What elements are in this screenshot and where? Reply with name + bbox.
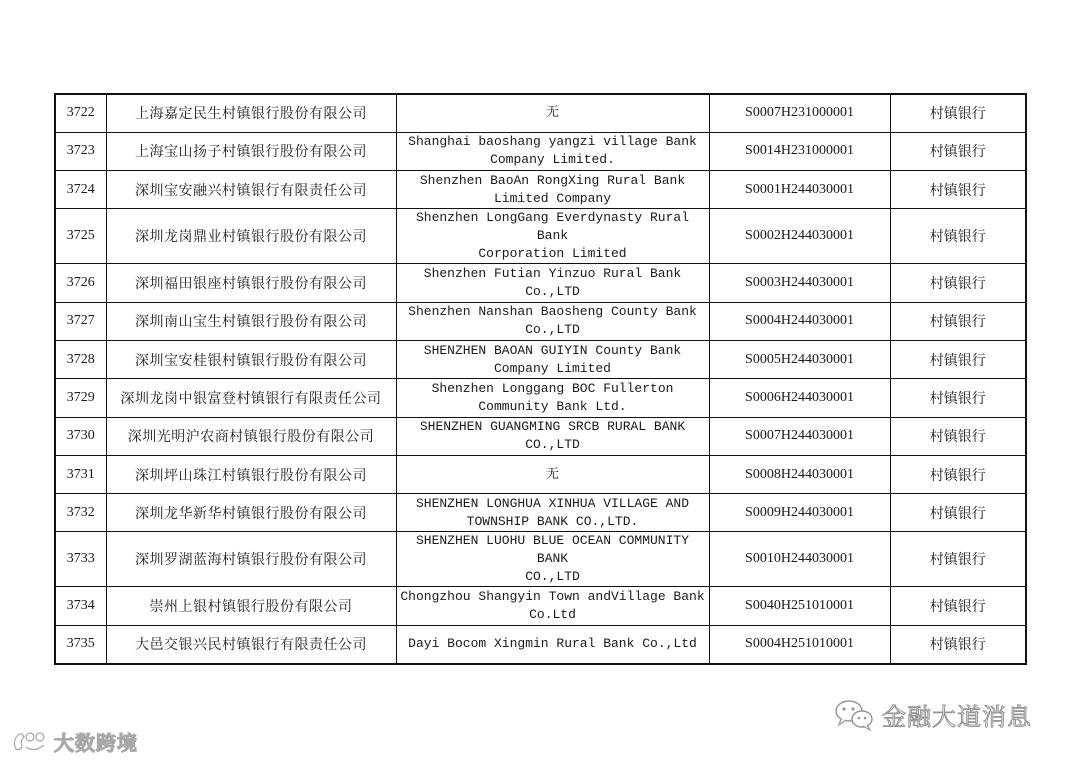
watermark-right-text: 金融大道消息 — [882, 702, 1032, 731]
cell-serial-number: 3722 — [55, 94, 106, 132]
cell-institution-type: 村镇银行 — [890, 264, 1026, 302]
watermark-dashujk — [10, 727, 138, 756]
cell-serial-number: 3724 — [55, 171, 106, 209]
table-row — [55, 209, 1026, 264]
english-name-text: 无 — [545, 105, 559, 121]
cell-bank-name-english — [396, 625, 709, 663]
english-name-text: SHENZHEN LONGHUA XINHUA VILLAGE AND TOWNSHIP BANK CO.,LTD. — [415, 495, 690, 529]
cell-institution-code: S0040H251010001 — [709, 587, 890, 625]
cell-institution-type: 村镇银行 — [890, 132, 1026, 170]
cell-bank-name-chinese: 深圳光明沪农商村镇银行股份有限公司 — [106, 417, 396, 455]
cell-bank-name-english — [396, 264, 709, 302]
cell-institution-type: 村镇银行 — [890, 302, 1026, 340]
cell-institution-type: 村镇银行 — [890, 532, 1026, 587]
cell-bank-name-english — [396, 587, 709, 625]
cell-bank-name-english — [396, 302, 709, 340]
cell-bank-name-english — [396, 209, 709, 264]
cell-institution-type: 村镇银行 — [890, 455, 1026, 493]
table-row — [55, 455, 1026, 493]
cell-bank-name-chinese: 深圳宝安桂银村镇银行股份有限公司 — [106, 340, 396, 378]
cell-institution-code: S0010H244030001 — [709, 532, 890, 587]
cell-institution-type: 村镇银行 — [890, 625, 1026, 663]
table-row — [55, 417, 1026, 455]
cell-serial-number: 3729 — [55, 379, 106, 417]
table-body — [55, 94, 1026, 664]
bank-registry-table — [54, 93, 1027, 665]
table-row — [55, 340, 1026, 378]
cell-serial-number: 3735 — [55, 625, 106, 663]
cell-serial-number: 3731 — [55, 455, 106, 493]
cell-bank-name-english — [396, 455, 709, 493]
watermark-jinrong — [832, 696, 1032, 732]
cell-serial-number: 3728 — [55, 340, 106, 378]
table-row — [55, 494, 1026, 532]
cell-bank-name-english — [396, 132, 709, 170]
english-name-text: SHENZHEN GUANGMING SRCB RURAL BANK CO.,LTD — [419, 419, 686, 453]
cell-bank-name-chinese: 上海嘉定民生村镇银行股份有限公司 — [106, 94, 396, 132]
cell-serial-number: 3726 — [55, 264, 106, 302]
english-name-text: 无 — [545, 466, 559, 482]
cell-institution-type: 村镇银行 — [890, 494, 1026, 532]
english-name-text: Dayi Bocom Xingmin Rural Bank Co.,Ltd — [408, 636, 697, 652]
cell-institution-code: S0003H244030001 — [709, 264, 890, 302]
table-row — [55, 171, 1026, 209]
cell-bank-name-chinese: 崇州上银村镇银行股份有限公司 — [106, 587, 396, 625]
cell-institution-type: 村镇银行 — [890, 379, 1026, 417]
cell-serial-number: 3733 — [55, 532, 106, 587]
english-name-text: Shenzhen Nanshan Baosheng County Bank Co.,LTD — [408, 304, 697, 338]
table-row — [55, 94, 1026, 132]
cell-institution-type: 村镇银行 — [890, 340, 1026, 378]
cell-bank-name-english — [396, 379, 709, 417]
cell-bank-name-chinese: 深圳宝安融兴村镇银行有限责任公司 — [106, 171, 396, 209]
brand-logo-icon — [10, 729, 50, 755]
cell-institution-code: S0014H231000001 — [709, 132, 890, 170]
cell-bank-name-chinese: 深圳罗湖蓝海村镇银行股份有限公司 — [106, 532, 396, 587]
cell-serial-number: 3732 — [55, 494, 106, 532]
cell-bank-name-chinese: 深圳龙华新华村镇银行股份有限公司 — [106, 494, 396, 532]
cell-institution-code: S0009H244030001 — [709, 494, 890, 532]
cell-institution-code: S0007H231000001 — [709, 94, 890, 132]
cell-institution-type: 村镇银行 — [890, 94, 1026, 132]
cell-bank-name-chinese: 深圳南山宝生村镇银行股份有限公司 — [106, 302, 396, 340]
english-name-text: Shenzhen BaoAn RongXing Rural Bank Limited Company — [419, 172, 686, 206]
cell-institution-type: 村镇银行 — [890, 171, 1026, 209]
table-row — [55, 264, 1026, 302]
cell-institution-code: S0002H244030001 — [709, 209, 890, 264]
watermark-left-text: 大数跨境 — [54, 731, 138, 755]
cell-bank-name-english — [396, 494, 709, 532]
cell-bank-name-english — [396, 417, 709, 455]
cell-serial-number: 3727 — [55, 302, 106, 340]
cell-institution-code: S0004H251010001 — [709, 625, 890, 663]
cell-institution-type: 村镇银行 — [890, 209, 1026, 264]
cell-serial-number: 3723 — [55, 132, 106, 170]
table-row — [55, 625, 1026, 663]
english-name-text: Chongzhou Shangyin Town andVillage Bank Co.Ltd — [400, 589, 705, 623]
cell-bank-name-chinese: 深圳龙岗中银富登村镇银行有限责任公司 — [106, 379, 396, 417]
cell-institution-type: 村镇银行 — [890, 587, 1026, 625]
table-row — [55, 532, 1026, 587]
english-name-text: SHENZHEN LUOHU BLUE OCEAN COMMUNITY BANK CO.,LTD — [415, 533, 690, 585]
cell-institution-code: S0006H244030001 — [709, 379, 890, 417]
table-row — [55, 587, 1026, 625]
cell-serial-number: 3734 — [55, 587, 106, 625]
cell-bank-name-chinese: 深圳龙岗鼎业村镇银行股份有限公司 — [106, 209, 396, 264]
cell-bank-name-english — [396, 532, 709, 587]
cell-bank-name-english — [396, 340, 709, 378]
cell-institution-code: S0004H244030001 — [709, 302, 890, 340]
cell-institution-code: S0001H244030001 — [709, 171, 890, 209]
cell-bank-name-chinese: 深圳福田银座村镇银行股份有限公司 — [106, 264, 396, 302]
cell-bank-name-chinese: 上海宝山扬子村镇银行股份有限公司 — [106, 132, 396, 170]
table-row — [55, 379, 1026, 417]
wechat-icon — [832, 696, 876, 732]
english-name-text: Shenzhen Longgang BOC Fullerton Community Bank Ltd. — [431, 380, 674, 414]
english-name-text: Shanghai baoshang yangzi village Bank Company Limited. — [408, 134, 697, 168]
cell-institution-code: S0008H244030001 — [709, 455, 890, 493]
cell-institution-code: S0005H244030001 — [709, 340, 890, 378]
table-row — [55, 132, 1026, 170]
cell-institution-type: 村镇银行 — [890, 417, 1026, 455]
table-row — [55, 302, 1026, 340]
cell-bank-name-english — [396, 94, 709, 132]
cell-institution-code: S0007H244030001 — [709, 417, 890, 455]
cell-bank-name-chinese: 大邑交银兴民村镇银行有限责任公司 — [106, 625, 396, 663]
english-name-text: Shenzhen LongGang Everdynasty Rural Bank Corporation Limited — [415, 210, 690, 262]
cell-bank-name-chinese: 深圳坪山珠江村镇银行股份有限公司 — [106, 455, 396, 493]
english-name-text: Shenzhen Futian Yinzuo Rural Bank Co.,LTD — [423, 266, 682, 300]
cell-bank-name-english — [396, 171, 709, 209]
english-name-text: SHENZHEN BAOAN GUIYIN County Bank Company Limited — [423, 342, 682, 376]
cell-serial-number: 3730 — [55, 417, 106, 455]
cell-serial-number: 3725 — [55, 209, 106, 264]
